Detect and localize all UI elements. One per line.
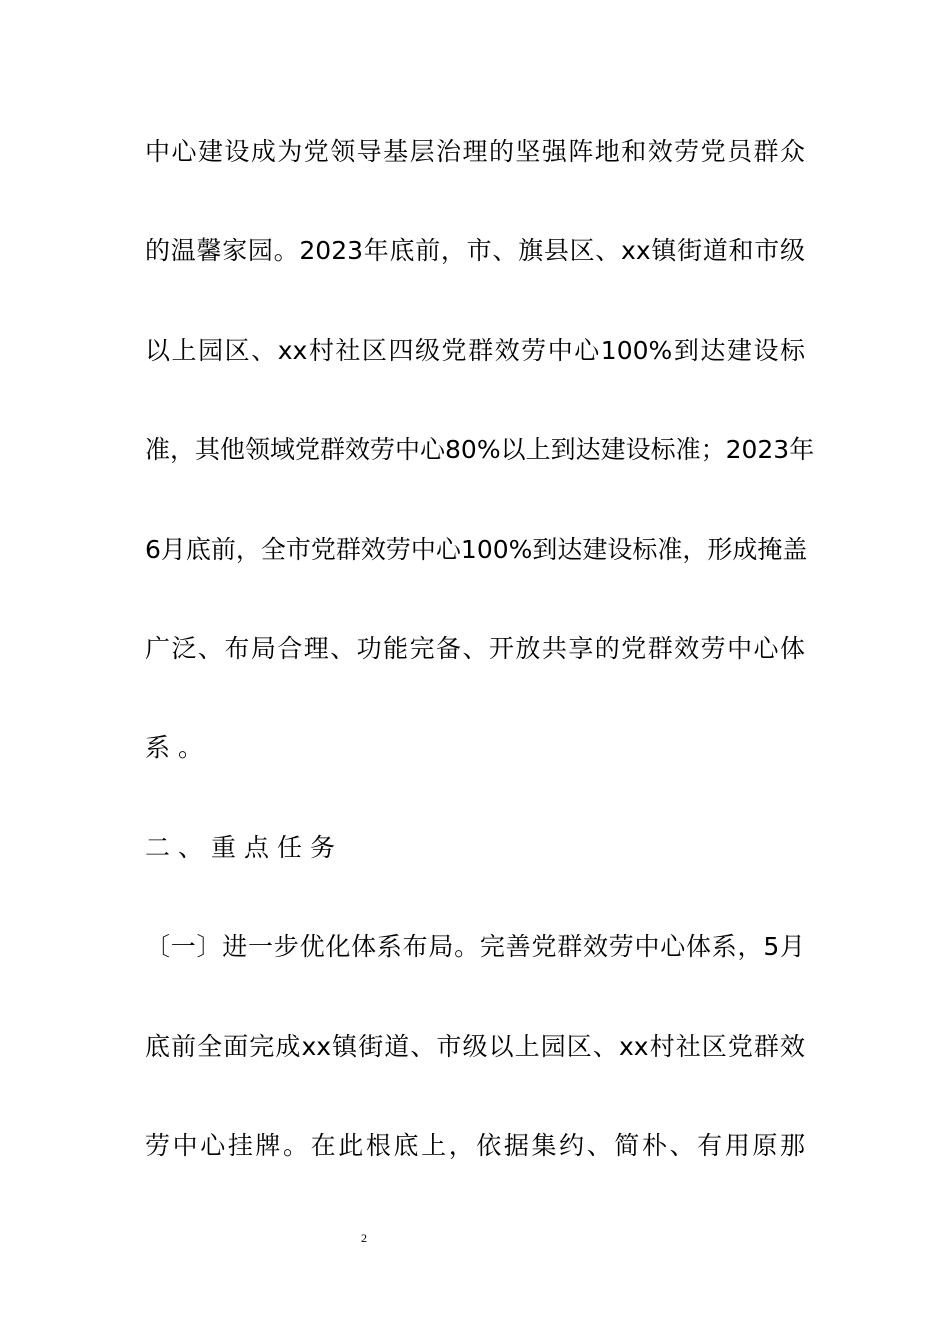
body-text-line: 准，其他领域党群效劳中心80%以上到达建设标准；2023年 — [145, 435, 815, 464]
body-text-line: 广泛、布局合理、功能完备、开放共享的党群效劳中心体 — [145, 634, 805, 663]
body-text-line: 〔一〕进一步优化体系布局。完善党群效劳中心体系，5月 — [145, 932, 805, 961]
body-text-line: 中心建设成为党领导基层治理的坚强阵地和效劳党员群众 — [145, 137, 805, 166]
page-number: 2 — [361, 1231, 367, 1245]
body-text-line: 以上园区、xx村社区四级党群效劳中心100%到达建设标 — [145, 336, 805, 365]
body-text-line: 底前全面完成xx镇街道、市级以上园区、xx村社区党群效 — [145, 1032, 805, 1061]
body-text-line: 的温馨家园。2023年底前，市、旗县区、xx镇街道和市级 — [145, 236, 805, 265]
body-text-line: 系。 — [145, 733, 212, 762]
section-heading: 二、重点任务 — [145, 833, 344, 862]
body-text-line: 6月底前，全市党群效劳中心100%到达建设标准，形成掩盖 — [145, 535, 808, 564]
body-text-line: 劳中心挂牌。在此根底上，依据集约、简朴、有用原那 — [145, 1131, 805, 1160]
